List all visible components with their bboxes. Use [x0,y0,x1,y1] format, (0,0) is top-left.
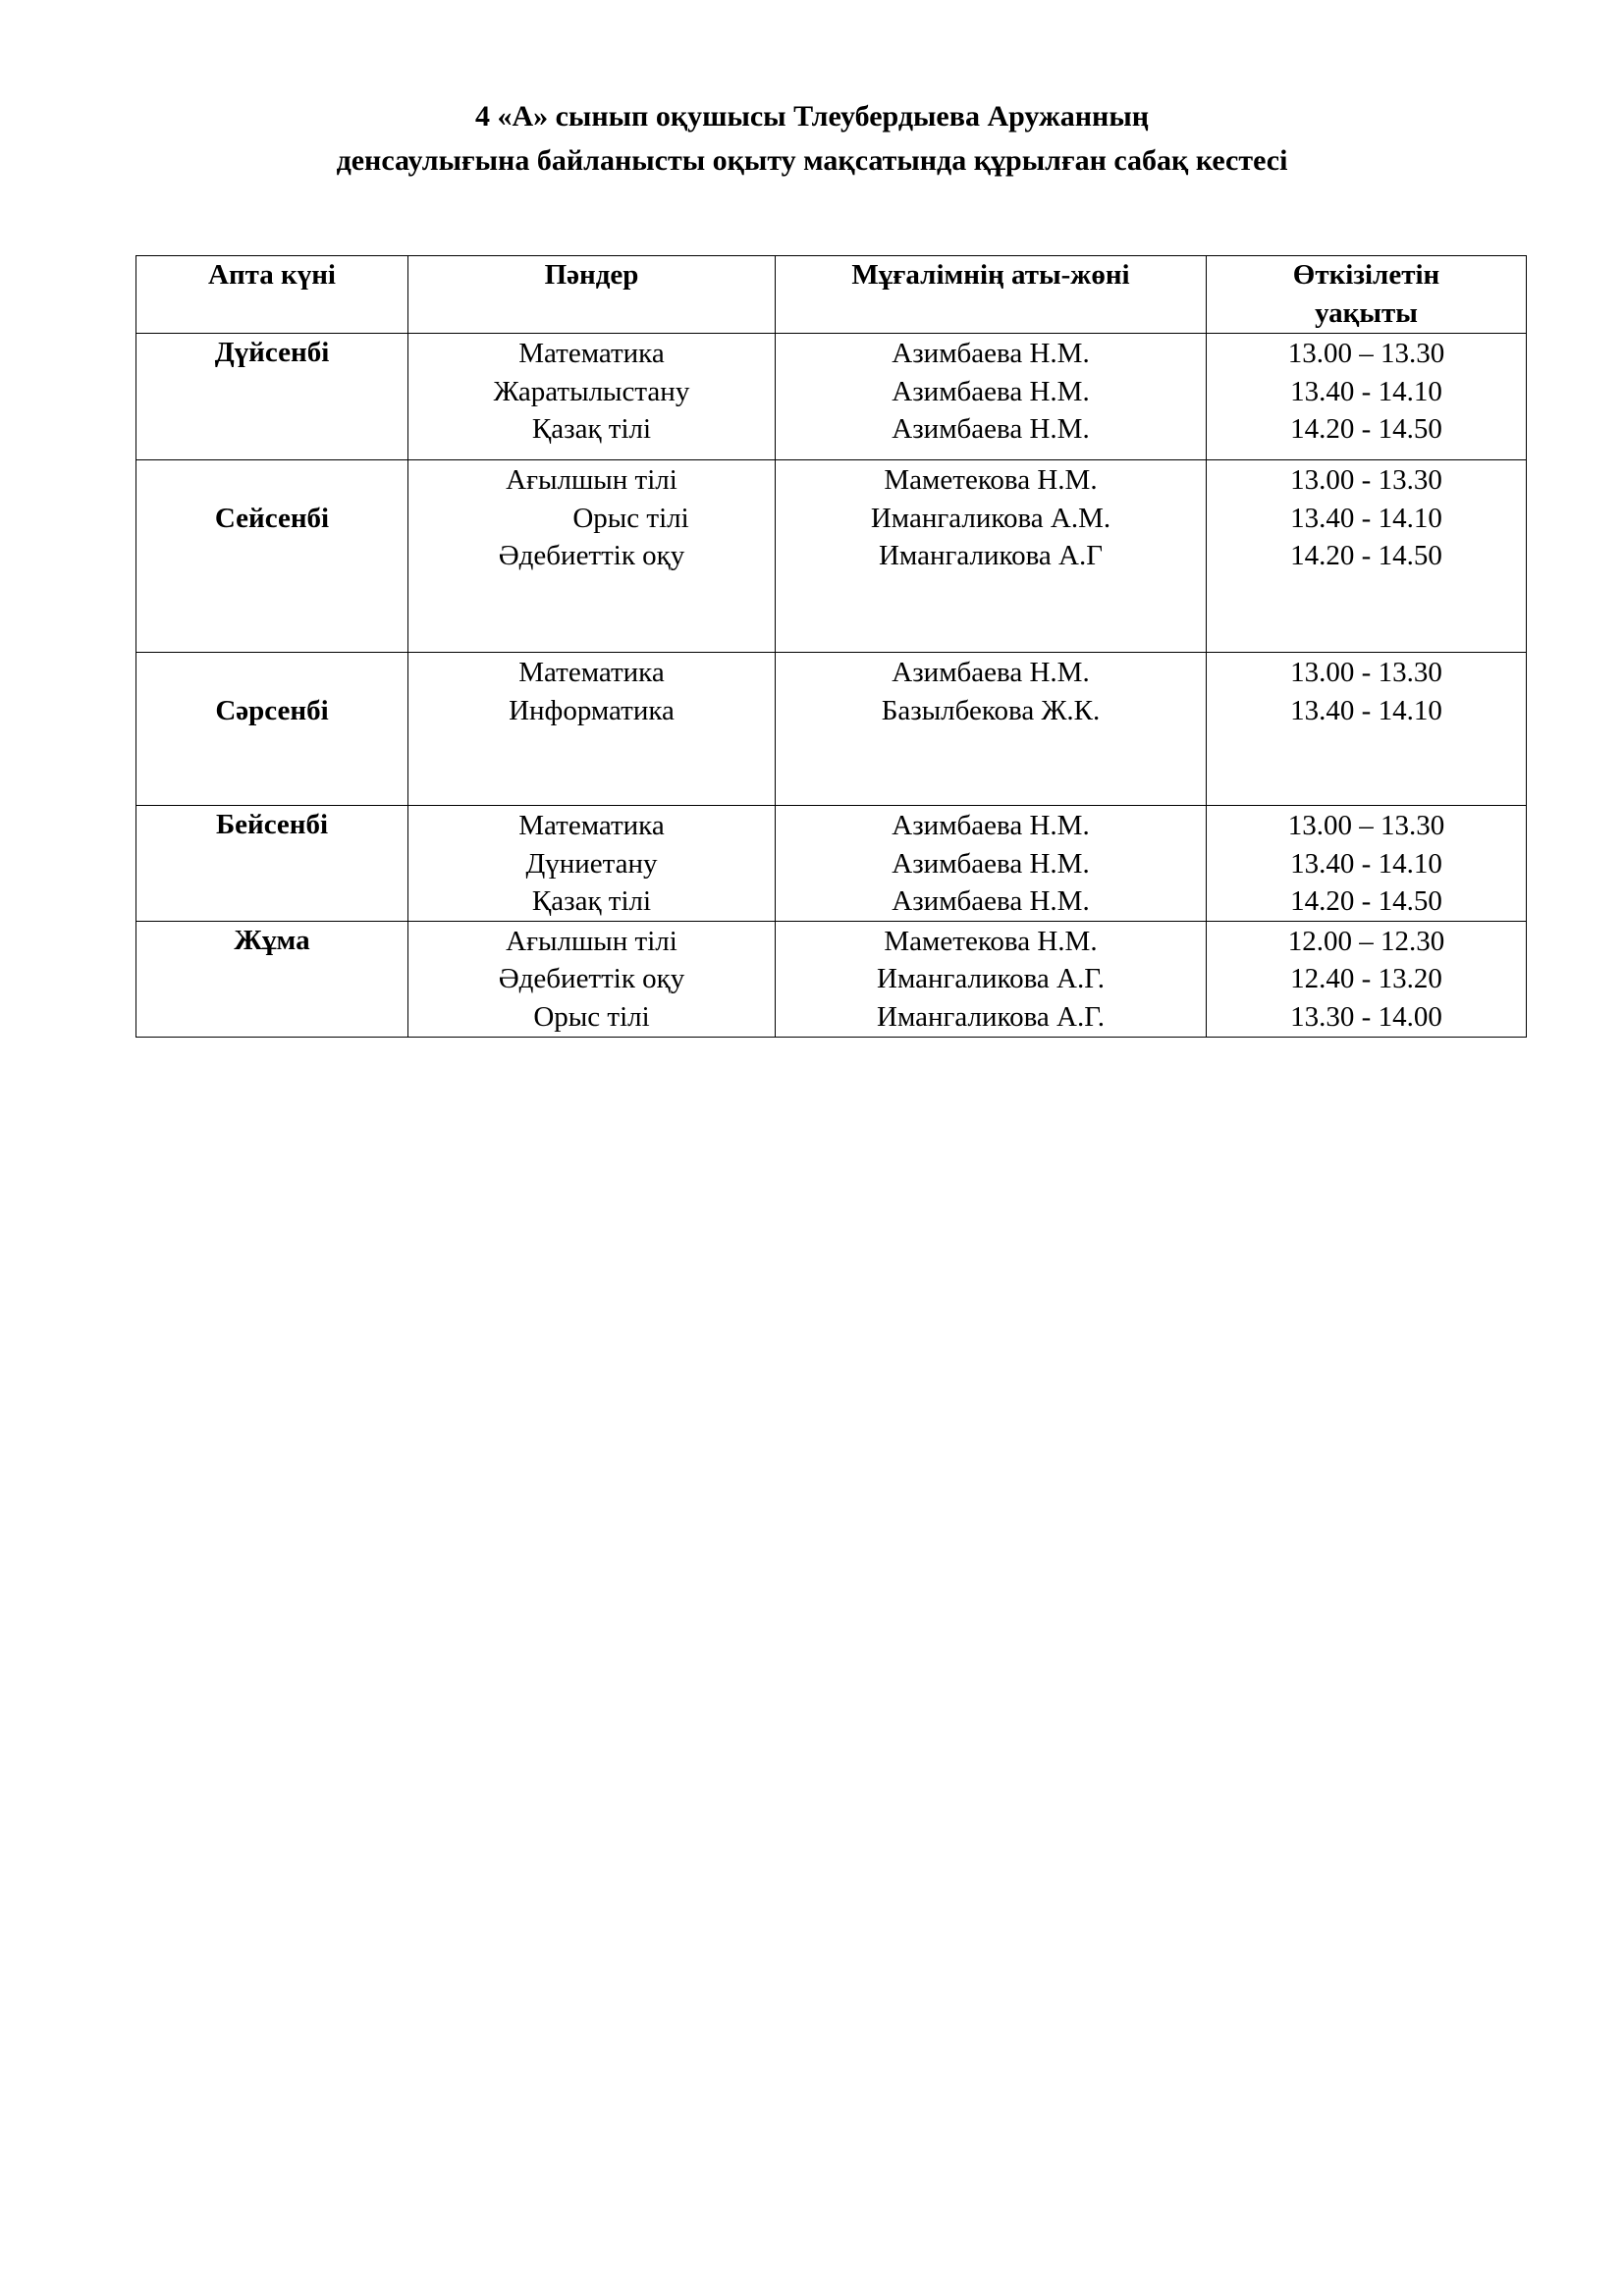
subject: Әдебиеттік оқу [498,963,685,994]
teacher: Имангаликова А.Г. [877,1000,1105,1033]
time: 13.30 - 14.00 [1290,1000,1442,1033]
day-cell: Дүйсенбі [136,334,408,460]
day-cell: Сейсенбі [136,460,408,653]
header-day: Апта күні [136,256,408,334]
time: 13.00 - 13.30 [1290,657,1442,688]
time: 13.40 - 14.10 [1290,694,1442,726]
header-subjects: Пәндер [408,256,776,334]
teacher: Азимбаева Н.М. [892,413,1090,445]
subject: Математика [518,810,665,841]
teacher: Азимбаева Н.М. [892,847,1090,880]
subject: Қазақ тілі [531,885,652,917]
subject: Математика [518,657,665,688]
subject: Жаратылыстану [493,375,690,407]
time: 14.20 - 14.50 [1290,540,1442,571]
day-cell: Жұма [136,921,408,1037]
table-header-row [136,256,1527,334]
table-row [136,806,1527,922]
teacher: Азимбаева Н.М. [892,657,1090,688]
time: 13.00 – 13.30 [1287,338,1445,369]
time: 13.00 - 13.30 [1290,464,1442,496]
subjects-cell [408,806,776,922]
subjects-cell [408,921,776,1037]
document-title-line-2: денсаулығына байланысты оқыту мақсатында құрылған сабақ кестесі [336,144,1288,177]
schedule-table [135,255,1527,1038]
table-row [136,653,1527,806]
header-time: Өткізілетін уақыты [1207,256,1527,334]
subject: Математика [518,338,665,369]
subject: Ағылшын тілі [506,925,677,957]
teacher: Имангаликова А.М. [870,502,1111,534]
subjects-cell [408,460,776,653]
teacher: Имангаликова А.Г [878,540,1103,571]
time: 14.20 - 14.50 [1290,885,1442,917]
teacher: Азимбаева Н.М. [892,885,1090,917]
time: 13.40 - 14.10 [1290,847,1442,880]
time: 13.40 - 14.10 [1290,375,1442,407]
time: 12.00 – 12.30 [1287,925,1445,957]
subjects-cell [408,334,776,460]
time-cell [1207,921,1527,1037]
subject: Қазақ тілі [531,413,652,445]
teacher: Азимбаева Н.М. [892,338,1090,369]
time: 13.40 - 14.10 [1290,502,1442,534]
time: 12.40 - 13.20 [1290,963,1442,994]
document-title-line-1: 4 «А» сынып оқушысы Тлеубердыева Аружанның [474,100,1150,133]
teacher: Имангаликова А.Г. [877,963,1105,994]
time-cell [1207,334,1527,460]
header-teacher: Мұғалімнің аты-жөні [776,256,1207,334]
subject: Информатика [509,694,675,726]
table-row [136,334,1527,460]
time-cell [1207,806,1527,922]
day-cell: Сәрсенбі [136,653,408,806]
table-row [136,460,1527,653]
subject: Дүниетану [525,847,658,880]
time: 13.00 – 13.30 [1287,810,1445,841]
teacher-cell [776,806,1207,922]
teacher: Маметекова Н.М. [884,464,1098,496]
teacher: Азимбаева Н.М. [892,375,1090,407]
day-cell: Бейсенбі [136,806,408,922]
teacher: Базылбекова Ж.К. [881,694,1101,726]
table-row [136,921,1527,1037]
teacher-cell [776,921,1207,1037]
teacher-cell [776,334,1207,460]
time: 14.20 - 14.50 [1290,413,1442,445]
teacher-cell [776,460,1207,653]
subject: Әдебиеттік оқу [498,540,685,571]
teacher: Маметекова Н.М. [884,925,1098,957]
time-cell [1207,653,1527,806]
subject: Орыс тілі [533,1000,650,1033]
teacher-cell [776,653,1207,806]
subjects-cell [408,653,776,806]
time-cell [1207,460,1527,653]
teacher: Азимбаева Н.М. [892,810,1090,841]
subject: Ағылшын тілі [506,464,677,496]
subject: Орыс тілі [572,502,689,534]
